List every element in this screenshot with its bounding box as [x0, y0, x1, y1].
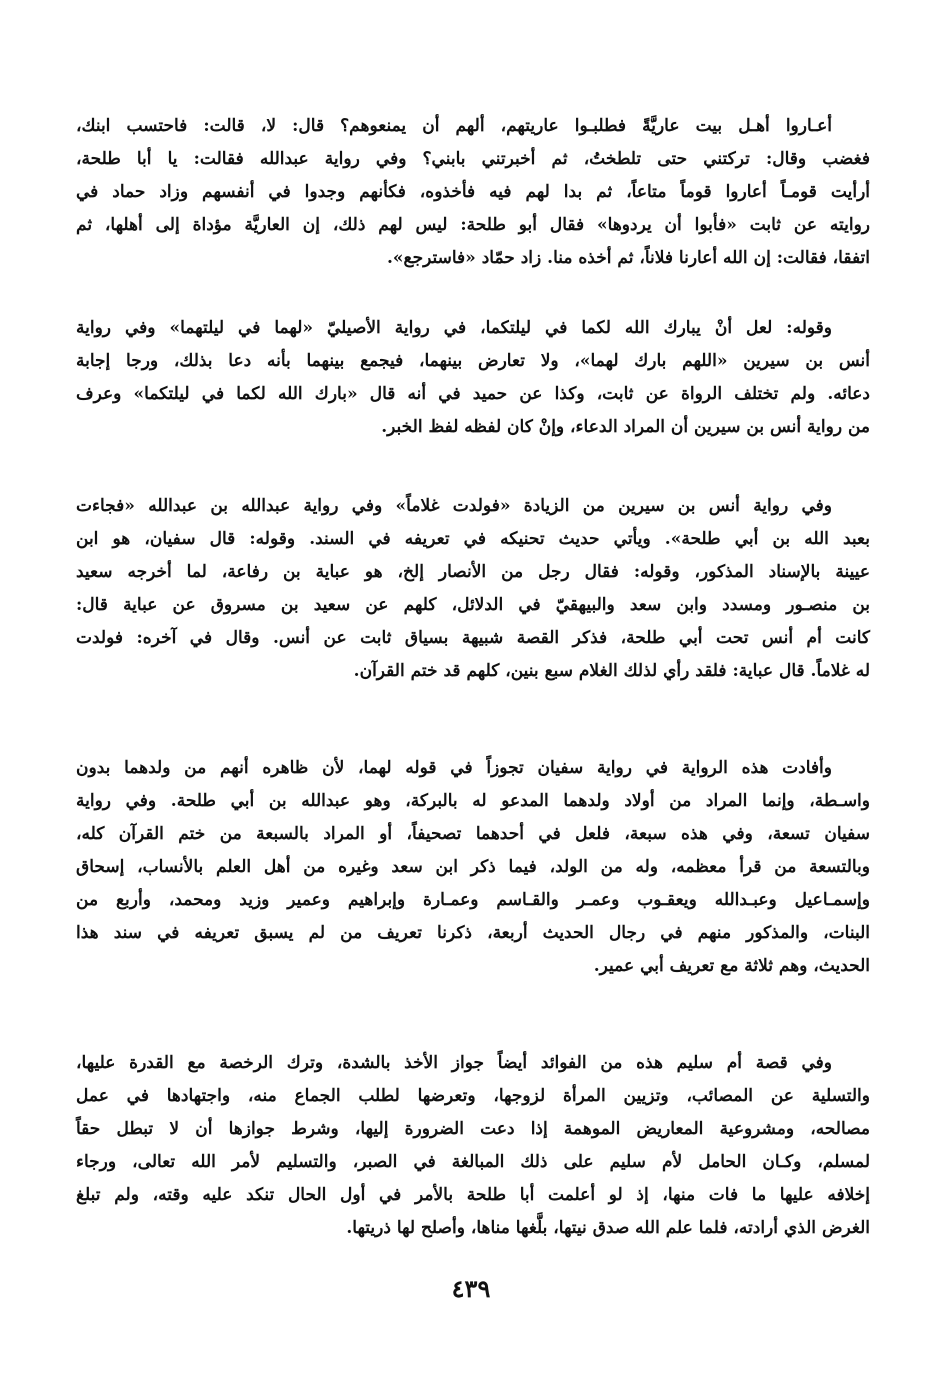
text-line: عيينة بالإسناد المذكور، وقوله: فقال رجل من الأنصار إلخ، هو عباية بن رفاعة، لما أخرجه سعيد	[76, 562, 870, 582]
text-line: الحديث، وهم ثلاثة مع تعريف أبي عمير.	[593, 956, 870, 976]
text-line: وقوله: لعل أنْ يبارك الله لكما في ليلتكما، في رواية الأصيليّ «لهما في ليلتهما» وفي رواية	[76, 318, 832, 338]
text-line: وإسمـاعيل وعبـدالله ويعقـوب وعمـر والقـاسم وعمـارة وإبراهيم وعمير وزيد ومحمد، وأربع من	[76, 890, 870, 910]
text-line: دعائه. ولم تختلف الرواة عن ثابت، وكذا عن حميد في أنه قال «بارك الله لكما في ليلتكما» وعرف	[76, 384, 870, 404]
text-line: بعبد الله بن أبي طلحة». ويأتي حديث تحنيكه في تعريفه في السند. وقوله: قال سفيان، هو ابن	[76, 529, 870, 549]
text-line: أرأيت قومـاً أعاروا قوماً متاعاً، ثم بدا لهم فيه فأخذوه، فكأنهم وجدوا في أنفسهم وزاد حماد في	[76, 182, 870, 202]
paragraph-4	[76, 752, 870, 983]
text-line: له غلاماً. قال عباية: فلقد رأي لذلك الغلام سبع بنين، كلهم قد ختم القرآن.	[353, 661, 870, 681]
text-line: أعـاروا أهـل بيت عاريَّةً فطلبـوا عاريتهم، ألهم أن يمنعوهم؟ قال: لا، قالت: فاحتسب ابنك،	[76, 116, 832, 136]
text-line: كانت أم أنس تحت أبي طلحة، فذكر القصة شبيهة بسياق ثابت عن أنس. وقال في آخره: فولدت	[76, 628, 870, 648]
text-line: اتفقا، فقالت: إن الله أعارنا فلاناً، ثم أخذه منا. زاد حمّاد «فاسترجع».	[387, 248, 870, 268]
paragraph-3	[76, 490, 870, 688]
text-line: وفي قصة أم سليم هذه من الفوائد أيضاً جواز الأخذ بالشدة، وترك الرخصة مع القدرة عليها،	[76, 1053, 832, 1073]
paragraph-2	[76, 312, 870, 444]
text-line: وبالتسعة من قرأ معظمه، وله من الولد، فيما ذكر ابن سعد وغيره من أهل العلم بالأنساب، إسحاق	[76, 857, 870, 877]
text-line: سفيان تسعة، وفي هذه سبعة، فلعل في أحدهما تصحيفاً، أو المراد بالسبعة من ختم القرآن كله،	[76, 824, 870, 844]
paragraph-1	[76, 110, 870, 275]
page-number: ٤٣٩	[451, 1274, 491, 1303]
text-line: فغضب وقال: تركتني حتى تلطختُ، ثم أخبرتني بابني؟ وفي رواية عبدالله فقالت: يا أبا طلحة،	[76, 149, 870, 169]
text-line: إخلافه عليها ما فات منها، إذ لو أعلمت أبا طلحة بالأمر في أول الحال تنكد عليه وقته، ولم تبلغ	[76, 1185, 870, 1205]
text-line: بن منصـور ومسدد وابن سعد والبيهقيّ في الدلائل، كلهم عن سعيد بن مسروق عن عباية قال:	[76, 595, 870, 615]
text-line: وفي رواية أنس بن سيرين من الزيادة «فولدت غلاماً» وفي رواية عبدالله بن عبدالله «فجاءت	[76, 496, 832, 516]
text-line: روايته عن ثابت «فأبوا أن يردوها» فقال أبو طلحة: ليس لهم ذلك، إن العاريَّة مؤداة إلى أهلها، ثم	[76, 215, 870, 235]
paragraph-5	[76, 1047, 870, 1245]
text-line: البنات، والمذكور منهم في رجال الحديث أربعة، ذكرنا تعريف من لم يسبق تعريفه في سند هذا	[76, 923, 870, 943]
text-line: من رواية أنس بن سيرين أن المراد الدعاء، وإنْ كان لفظه لفظ الخبر.	[381, 417, 870, 437]
text-line: الغرض الذي أرادته، فلما علم الله صدق نيتها، بلَّغها مناها، وأصلح لها ذريتها.	[346, 1218, 870, 1238]
text-line: والتسلية عن المصائب، وتزيين المرأة لزوجها، وتعرضها لطلب الجماع منه، واجتهادها في عمل	[76, 1086, 870, 1106]
text-line: وأفادت هذه الرواية في رواية سفيان تجوزاً في قوله لهما، لأن ظاهره أنهم من ولدهما بدون	[76, 758, 832, 778]
text-line: أنس بن سيرين «اللهم بارك لهما»، ولا تعارض بينهما، فيجمع بينهما بأنه دعا بذلك، ورجا إجابة	[76, 351, 870, 371]
text-line: مصالحه، ومشروعية المعاريض الموهمة إذا دعت الضرورة إليها، وشرط جوازها أن لا تبطل حقاً	[76, 1119, 870, 1139]
text-line: واسـطة، وإنما المراد من أولاد ولدهما المدعو له بالبركة، وهو عبدالله بن أبي طلحة. وفي رواية	[76, 791, 870, 811]
text-line: لمسلم، وكـان الحامل لأم سليم على ذلك المبالغة في الصبر، والتسليم لأمر الله تعالى، ورجاء	[76, 1152, 870, 1172]
